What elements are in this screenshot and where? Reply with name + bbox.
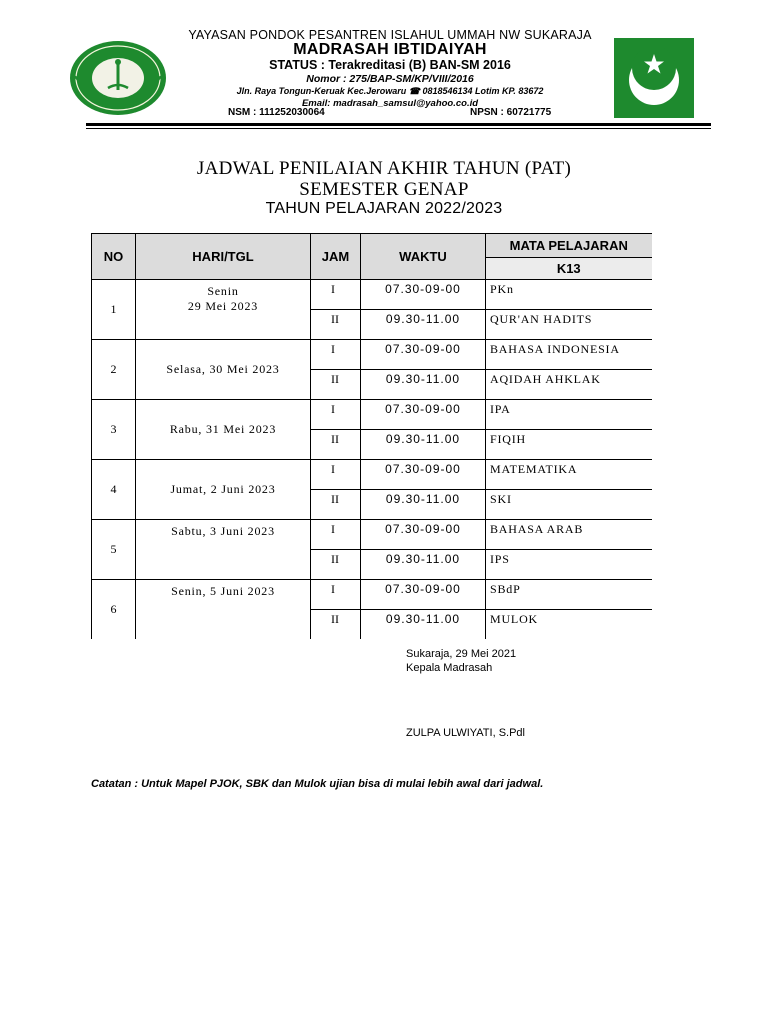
header-jam: JAM [311,234,361,280]
school-seal-icon [68,38,168,118]
row-jam: I [311,520,361,550]
row-jam: I [311,460,361,490]
nsm-number: NSM : 111252030064 [228,107,325,118]
row-waktu: 09.30-11.00 [361,610,486,640]
row-mapel: AQIDAH AHKLAK [486,370,652,400]
row-jam: II [311,370,361,400]
row-waktu: 09.30-11.00 [361,430,486,460]
header-no: NO [92,234,136,280]
row-day-date: Rabu, 31 Mei 2023 [136,400,311,460]
row-jam: II [311,310,361,340]
header-hari-tgl: HARI/TGL [136,234,311,280]
row-waktu: 07.30-09-00 [361,400,486,430]
row-mapel: MULOK [486,610,652,640]
school-seal-logo [68,38,168,118]
document-semester: SEMESTER GENAP [299,179,469,200]
row-day-date: Jumat, 2 Juni 2023 [136,460,311,520]
signature-position: Kepala Madrasah [406,662,493,674]
row-waktu: 09.30-11.00 [361,490,486,520]
row-jam: I [311,280,361,310]
row-waktu: 07.30-09-00 [361,460,486,490]
table-row [92,520,652,550]
letterhead-rule-thick [86,123,711,126]
day-name: Senin [207,284,239,298]
row-number: 3 [92,400,136,460]
row-jam: II [311,490,361,520]
nw-crescent-star-flag-icon [614,38,694,118]
table-row [92,580,652,610]
row-mapel: IPA [486,400,652,430]
row-mapel: QUR'AN HADITS [486,310,652,340]
row-number: 2 [92,340,136,400]
exam-schedule-table [91,233,652,639]
row-waktu: 07.30-09-00 [361,520,486,550]
row-jam: II [311,550,361,580]
row-mapel: SBdP [486,580,652,610]
header-mata-pelajaran: MATA PELAJARAN [486,234,652,258]
row-waktu: 09.30-11.00 [361,550,486,580]
organization-name: YAYASAN PONDOK PESANTREN ISLAHUL UMMAH NW SUKARAJA [188,28,592,42]
row-mapel: PKn [486,280,652,310]
table-row [92,340,652,370]
row-waktu: 07.30-09-00 [361,580,486,610]
nw-flag-logo [614,38,694,118]
row-jam: I [311,580,361,610]
row-day-date: Selasa, 30 Mei 2023 [136,340,311,400]
accreditation-status: STATUS : Terakreditasi (B) BAN-SM 2016 [269,58,511,72]
row-mapel: MATEMATIKA [486,460,652,490]
row-waktu: 07.30-09-00 [361,340,486,370]
row-day-date: Sabtu, 3 Juni 2023 [136,520,311,580]
row-mapel: BAHASA INDONESIA [486,340,652,370]
row-jam: I [311,400,361,430]
row-number: 5 [92,520,136,580]
table-header-row [92,234,652,258]
npsn-number: NPSN : 60721775 [470,107,552,118]
row-day-date: Senin, 5 Juni 2023 [136,580,311,640]
signature-place-date: Sukaraja, 29 Mei 2021 [406,648,517,660]
row-mapel: FIQIH [486,430,652,460]
table-row [92,280,652,310]
document-academic-year: TAHUN PELAJARAN 2022/2023 [265,200,503,217]
school-name: MADRASAH IBTIDAIYAH [293,41,487,58]
table-row [92,460,652,490]
footnote: Catatan : Untuk Mapel PJOK, SBK dan Mulok ujian bisa di mulai lebih awal dari jadwal. [91,778,544,790]
accreditation-number: Nomor : 275/BAP-SM/KP/VIII/2016 [306,73,474,85]
row-mapel: SKI [486,490,652,520]
signature-name: ZULPA ULWIYATI, S.Pdl [406,727,525,739]
school-address: Jln. Raya Tongun-Keruak Kec.Jerowaru ☎ 0818546134 Lotim KP. 83672 [236,86,544,96]
row-jam: II [311,430,361,460]
row-jam: I [311,340,361,370]
school-email: Email: madrasah_samsul@yahoo.co.id [301,98,479,109]
table-row [92,400,652,430]
row-number: 1 [92,280,136,340]
row-number: 6 [92,580,136,640]
row-number: 4 [92,460,136,520]
document-title: JADWAL PENILAIAN AKHIR TAHUN (PAT) [196,158,572,179]
row-mapel: BAHASA ARAB [486,520,652,550]
day-date: 29 Mei 2023 [187,299,259,313]
row-mapel: IPS [486,550,652,580]
row-jam: II [311,610,361,640]
header-waktu: WAKTU [361,234,486,280]
row-day-date [136,280,311,340]
header-k13: K13 [486,258,652,280]
row-waktu: 09.30-11.00 [361,370,486,400]
row-waktu: 09.30-11.00 [361,310,486,340]
row-waktu: 07.30-09-00 [361,280,486,310]
letterhead-rule-thin [86,128,711,129]
